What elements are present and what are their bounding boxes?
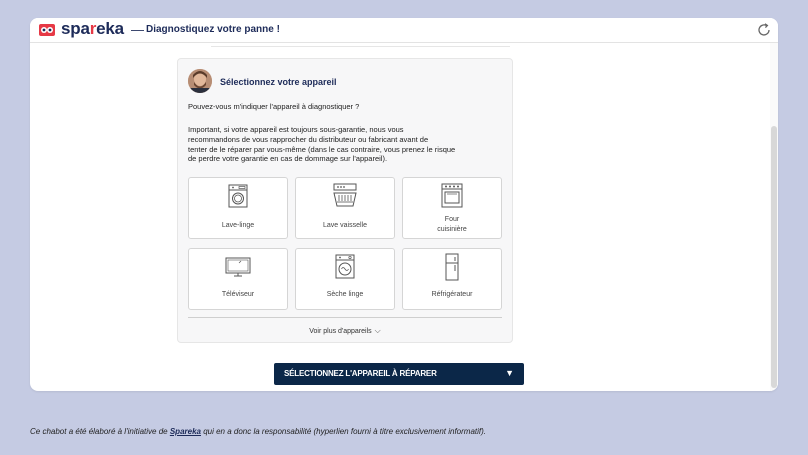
appliance-selection-card bbox=[177, 58, 513, 343]
chatbot-window bbox=[30, 18, 778, 391]
divider bbox=[188, 317, 502, 318]
television-icon bbox=[225, 257, 251, 277]
oven-icon bbox=[440, 183, 464, 209]
dryer-icon bbox=[334, 254, 356, 280]
appliance-tile-lave-vaisselle[interactable] bbox=[295, 177, 395, 239]
refrigerator-icon bbox=[444, 253, 460, 281]
dropdown-caret-icon: ▼ bbox=[505, 368, 514, 378]
appliance-label: Téléviseur bbox=[221, 291, 255, 298]
scrollbar-thumb[interactable] bbox=[771, 126, 777, 388]
chatbot-header bbox=[30, 18, 778, 43]
spareka-link[interactable]: Spareka bbox=[169, 427, 201, 436]
appliance-tile-televiseur[interactable] bbox=[188, 248, 288, 310]
appliance-label-line1: Four bbox=[444, 216, 460, 223]
appliance-label: Sèche linge bbox=[326, 291, 364, 298]
appliance-label: Lave vaisselle bbox=[323, 222, 367, 229]
select-appliance-label: SÉLECTIONNEZ L'APPAREIL À RÉPARER bbox=[284, 369, 437, 378]
appliance-label-line2: cuisinière bbox=[437, 226, 467, 233]
appliance-tile-refrigerateur[interactable] bbox=[402, 248, 502, 310]
washing-machine-icon bbox=[227, 184, 249, 208]
appliance-label: Lave-linge bbox=[221, 222, 255, 229]
appliance-tile-lave-linge[interactable] bbox=[188, 177, 288, 239]
appliance-tile-seche-linge[interactable] bbox=[295, 248, 395, 310]
select-appliance-button[interactable] bbox=[274, 363, 524, 385]
appliance-tile-four-cuisiniere[interactable] bbox=[402, 177, 502, 239]
show-more-appliances-link[interactable]: Voir plus d'appareils ⌵ bbox=[309, 326, 381, 335]
title-separator: — bbox=[131, 22, 144, 37]
chevron-down-icon: ⌵ bbox=[374, 326, 381, 335]
refresh-icon[interactable] bbox=[756, 22, 772, 38]
diagnostic-question: Pouvez-vous m'indiquer l'appareil à diagnostiquer ? bbox=[188, 102, 360, 111]
agent-avatar bbox=[188, 69, 212, 93]
card-title: Sélectionnez votre appareil bbox=[220, 77, 337, 87]
previous-message-edge bbox=[211, 43, 510, 47]
brand-logo: spareka bbox=[61, 19, 124, 38]
disclaimer-footer: Ce chabot a été élaboré à l'initiative de Spareka qui en a donc la responsabilité (hyperlien fourni à titre exclusivement informatif). bbox=[30, 427, 487, 436]
spareka-logo-icon bbox=[39, 24, 55, 36]
dishwasher-icon bbox=[331, 183, 359, 209]
chatbot-title: Diagnostiquez votre panne ! bbox=[146, 24, 280, 35]
appliance-label: Réfrigérateur bbox=[431, 291, 473, 298]
warranty-warning: Important, si votre appareil est toujours sous-garantie, nous vous recommandons de vous rapprocher du distributeur ou fabricant avant de tenter de le réparer par vous-même (dans le cas contraire, vous prenez le risque de perdre votre garantie en cas de dommage sur l'appareil). bbox=[188, 125, 456, 164]
